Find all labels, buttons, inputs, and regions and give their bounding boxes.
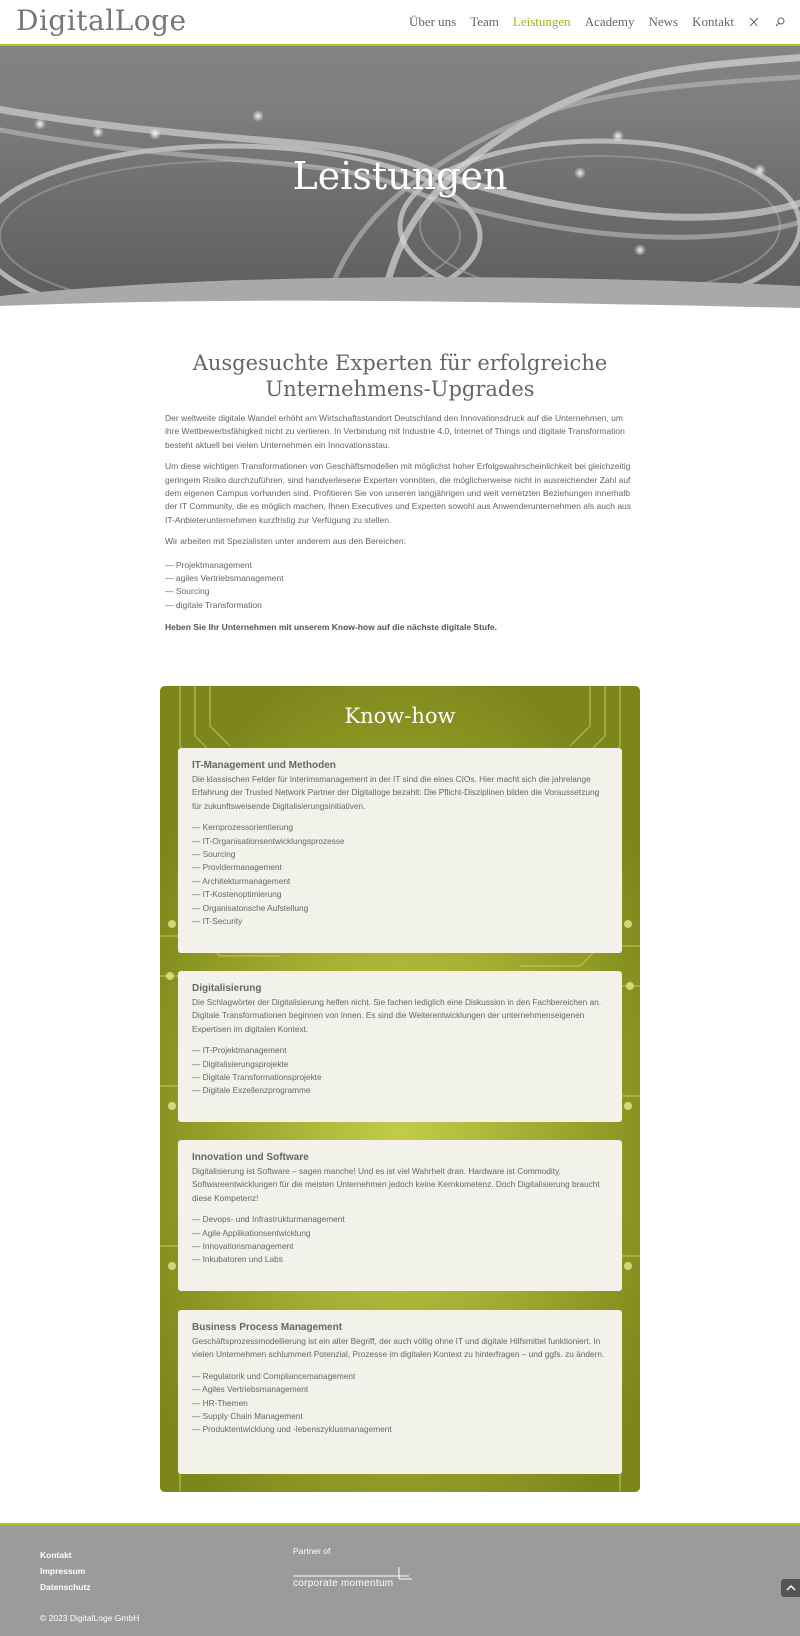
partner-name: corporate momentum — [293, 1578, 394, 1589]
intro-heading: Ausgesuchte Experten für erfolgreiche Unternehmens-Upgrades — [192, 351, 608, 401]
card-text: Digitalisierung ist Software – sagen manche! Und es ist viel Wahrheit dran. Hardware ist Commodity. Softwareentwicklungen für die meisten Unternehmen jedoch keine Kernkometenz. Doch Digitalisierung braucht diese Kompetenz! — [192, 1166, 600, 1203]
site-footer — [0, 1523, 800, 1636]
nav-item-academy[interactable]: Academy — [584, 14, 635, 29]
nav-item-news[interactable]: News — [648, 14, 679, 29]
partner-label: Partner of — [293, 1546, 331, 1556]
list-item: — IT-Organisationsentwicklungsprozesse — [192, 835, 608, 848]
search-icon[interactable] — [774, 16, 786, 28]
partner-logo[interactable] — [293, 1567, 413, 1593]
card-title: IT-Management und Methoden — [192, 760, 336, 771]
expertise-list — [165, 559, 635, 612]
main-nav — [409, 14, 786, 30]
footer-link-kontakt[interactable]: Kontakt — [40, 1550, 72, 1560]
card-list — [192, 821, 608, 928]
card-text: Die Schlagwörter der Digitalisierung helfen nicht. Sie fachen lediglich eine Diskussion in den Fachbereichen an. Digitale Transformationen beginnen von innen. Es sind die Weiterentwicklungen der unternehmenseigenen Expertisen im digitalen Kontext. — [192, 997, 602, 1034]
list-item: — Digitalisierungsprojekte — [192, 1058, 608, 1071]
intro-paragraph-2: Um diese wichtigen Transformationen von Geschäftsmodellen mit möglichst hoher Erfolgswahrscheinlichkeit bei gleichzeitig geringem Risiko durchzuführen, sind handverlesene Experten vonnöten, die möglicherweise nicht in ausreichender Zahl auf dem eigenen Campus vorhanden sind. Profitieren Sie von unseren langjährigen und weit vernetzten Beziehungen innerhalb der IT Community, die es möglich machen, Ihnen Executives und Experten sowohl aus Anwenderunternehmen als auch aus IT-Anbieterunternehmen kurzfristig zur Verfügung zu stellen. — [165, 461, 632, 525]
card-list — [192, 1370, 608, 1437]
list-item: — IT-Security — [192, 915, 608, 928]
list-item: — Kernprozessorientierung — [192, 821, 608, 834]
back-to-top-button[interactable] — [781, 1579, 800, 1597]
card-digitalisierung — [178, 971, 622, 1122]
nav-item-ueber-uns[interactable]: Über uns — [408, 14, 457, 29]
nav-item-kontakt[interactable]: Kontakt — [692, 14, 734, 29]
knowhow-title: Know-how — [344, 704, 456, 728]
card-it-management — [178, 748, 622, 953]
page-title: Leistungen — [292, 154, 508, 198]
nav-item-leistungen[interactable]: Leistungen — [512, 14, 571, 29]
footer-links — [40, 1547, 91, 1595]
list-item: — Digitale Exzellenzprogramme — [192, 1084, 608, 1097]
hero-banner — [0, 46, 800, 322]
list-item: — Digitale Transformationsprojekte — [192, 1071, 608, 1084]
copyright: © 2023 DigitalLoge GmbH — [40, 1613, 140, 1623]
logo-text: DigitalLoge — [16, 4, 187, 37]
list-item: — Architekturmanagement — [192, 875, 608, 888]
list-item: — Produktentwicklung und -lebenszyklusmanagement — [192, 1423, 608, 1436]
language-icon[interactable] — [748, 16, 760, 28]
footer-link-datenschutz[interactable]: Datenschutz — [40, 1582, 91, 1592]
list-item: — Supply Chain Management — [192, 1410, 608, 1423]
list-item: — Regulatorik und Compliancemanagement — [192, 1370, 608, 1383]
list-item: — Sourcing — [165, 585, 635, 598]
knowhow-section — [160, 686, 640, 1492]
card-business-process-management — [178, 1310, 622, 1474]
list-item: — Sourcing — [192, 848, 608, 861]
list-item: — Agiles Vertriebsmanagement — [192, 1383, 608, 1396]
nav-item-team[interactable]: Team — [470, 14, 499, 29]
card-innovation-software — [178, 1140, 622, 1291]
list-item: — Agile Applikationsentwicklung — [192, 1227, 608, 1240]
list-item: — agiles Vertriebsmanagement — [165, 572, 635, 585]
card-title: Digitalisierung — [192, 983, 262, 994]
list-item: — Innovationsmanagement — [192, 1240, 608, 1253]
list-item: — Projektmanagement — [165, 559, 635, 572]
list-item: — Organisatonsche Aufstellung — [192, 902, 608, 915]
card-text: Die klassischen Felder für Interimsmanagement in der IT sind die eines CIOs. Hier macht sich die jahrelange Erfahrung der Trusted Network Partner der Digitalloge bezahlt: Die Pflicht-Disziplinen bilden die Voraussetzung für zukunftsweisende Digitalisierungsinitiativen. — [192, 774, 600, 811]
card-text: Geschäftsprozessmodellierung ist ein alter Begriff, der auch völlig ohne IT und digitale Hilfsmittel funktioniert. In vielen Unternehmen schlummert Potenzial, Prozesse im digitalen Kontext zu hinterfragen – und ggfs. zu ändern. — [192, 1336, 605, 1360]
list-item: — Devops- und Infrastrukturmanagement — [192, 1213, 608, 1226]
list-item: — Providermanagement — [192, 861, 608, 874]
card-title: Business Process Management — [192, 1322, 343, 1333]
list-item: — IT-Kostenoptimierung — [192, 888, 608, 901]
list-item: — IT-Projektmanagement — [192, 1044, 608, 1057]
intro-closing: Heben Sie Ihr Unternehmen mit unserem Know-how auf die nächste digitale Stufe. — [165, 621, 498, 632]
logo[interactable] — [16, 4, 187, 42]
card-list — [192, 1044, 608, 1098]
card-title: Innovation und Software — [192, 1152, 309, 1163]
list-item: — digitale Transformation — [165, 599, 635, 612]
chevron-up-icon — [786, 1579, 796, 1597]
list-item: — Inkubatoren und Labs — [192, 1253, 608, 1266]
list-item: — HR-Themen — [192, 1397, 608, 1410]
intro-paragraph-3: Wir arbeiten mit Spezialisten unter anderem aus den Bereichen: — [165, 536, 406, 547]
footer-link-impressum[interactable]: Impressum — [40, 1566, 86, 1576]
intro-paragraph-1: Der weltweite digitale Wandel erhöht am Wirtschaftsstandort Deutschland den Innovationsdruck auf die Unternehmen, um ihre Wettbewerbsfähigkeit nicht zu verlieren. In Verbindung mit Industrie 4.0, Internet of Things und digitale Transformation besteht aktuell bei vielen Unternehmen ein Innovationsstau. — [165, 413, 625, 450]
site-header — [0, 0, 800, 46]
intro-section — [165, 350, 635, 632]
card-list — [192, 1213, 608, 1267]
